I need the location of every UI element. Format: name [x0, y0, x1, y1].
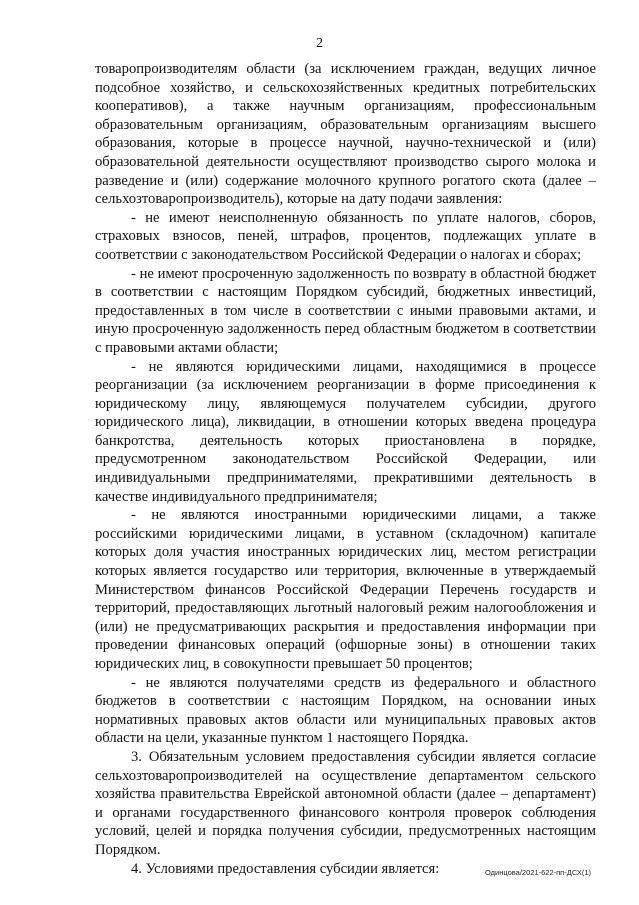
paragraph-no-overdue-debt: - не имеют просроченную задолженность по возврату в областной бюджет в соответствии с настоящим Порядком субсидий, бюджетных инвестиций, предоставленных в том числе в соответствии с иными правовыми актами, и иную просроченную задолженность перед областным бюджетом в соответствии с правовыми актами области;: [95, 265, 596, 356]
page-number: 2: [316, 36, 323, 51]
paragraph-not-in-reorganization: - не являются юридическими лицами, находящимися в процессе реорганизации (за исключением реорганизации в форме присоединения к юридическому лицу, являющемуся получателем субсидии, другого юридического лица), ликвидации, в отношении которых введена процедура банкротства, деятельность которых приостановлена в порядке, предусмотренном законодательством Российской Федерации, или индивидуальными предпринимателями, прекратившими деятельность в качестве индивидуального предпринимателя;: [95, 358, 596, 505]
paragraph-item-3: 3. Обязательным условием предоставления субсидии является согласие сельхозтоваропроизводителей на осуществление департаментом сельского хозяйства правительства Еврейской автономной области (далее – департамент) и органами государственного финансового контроля проверок соблюдения условий, целей и порядка получения субсидии, предусмотренных настоящим Порядком.: [95, 748, 596, 858]
paragraph-continuation: товаропроизводителям области (за исключением граждан, ведущих личное подсобное хозяйство, и сельскохозяйственных кредитных потребительских кооперативов), а также научным организациям, профессиональным образовательным организациям, образовательным организациям высшего образования, которые в процессе научной, научно-технической и (или) образовательной деятельности осуществляют производство сырого молока и разведение и (или) содержание молочного крупного рогатого скота (далее – сельхозтоваропроизводитель), которые на дату подачи заявления:: [95, 61, 596, 208]
paragraph-no-tax-debt: - не имеют неисполненную обязанность по уплате налогов, сборов, страховых взносов, пеней, штрафов, процентов, подлежащих уплате в соответствии с законодательством Российской Федерации о налогах и сборах;: [95, 209, 596, 263]
paragraph-not-foreign-entity: - не являются иностранными юридическими лицами, а также российскими юридическими лицами, в уставном (складочном) капитале которых доля участия иностранных юридических лиц, местом регистрации которых является государство или территория, включенные в утверждаемый Министерством финансов Российской Федерации Перечень государств и территорий, предоставляющих льготный налоговый режим налогообложения и (или) не предусматривающих раскрытия и предоставления информации при проведении финансовых операций (офшорные зоны) в отношении таких юридических лиц, в совокупности превышает 50 процентов;: [95, 507, 596, 672]
document-body: [95, 60, 596, 878]
paragraph-item-4: 4. Условиями предоставления субсидии является:: [131, 860, 440, 877]
footer-document-code: Одинцова/2021-622-пп-ДСХ(1): [485, 868, 591, 877]
paragraph-not-budget-recipient: - не являются получателями средств из федерального и областного бюджетов в соответствии с настоящим Порядком, на основании иных нормативных правовых актов области или муниципальных правовых актов области на цели, указанные пунктом 1 настоящего Порядка.: [95, 674, 596, 747]
